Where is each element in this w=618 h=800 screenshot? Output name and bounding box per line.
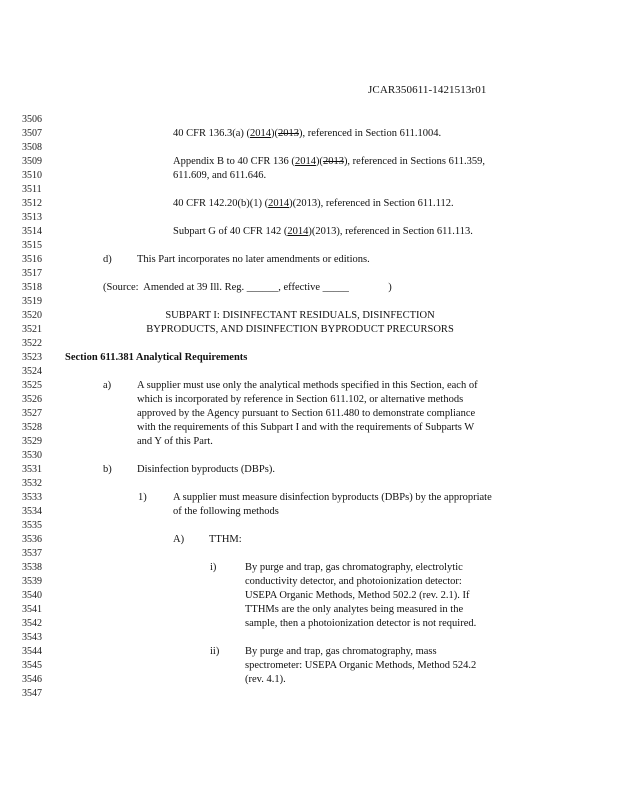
- para-ii-line: spectrometer: USEPA Organic Methods, Method 524.2: [245, 660, 477, 671]
- line-number: 3547: [22, 688, 42, 699]
- para-ii-line: By purge and trap, gas chromatography, mass: [245, 646, 437, 657]
- para-i-line: USEPA Organic Methods, Method 502.2 (rev. 2.1). If: [245, 590, 470, 601]
- reference-subpart-g-142: Subpart G of 40 CFR 142 (2014)(2013), referenced in Section 611.113.: [173, 226, 473, 237]
- para-a-line: A supplier must use only the analytical methods specified in this Section, each of: [137, 380, 478, 391]
- para-i-label: i): [210, 562, 217, 573]
- para-b1-label: 1): [138, 492, 147, 503]
- subpart-title-line1: SUBPART I: DISINFECTANT RESIDUALS, DISINFECTION: [165, 310, 435, 321]
- line-number: 3516: [22, 254, 42, 265]
- para-b-label: b): [103, 464, 112, 475]
- line-number: 3525: [22, 380, 42, 391]
- para-A-text: TTHM:: [209, 534, 242, 545]
- line-number: 3524: [22, 366, 42, 377]
- line-number: 3512: [22, 198, 42, 209]
- line-number: 3522: [22, 338, 42, 349]
- line-number: 3544: [22, 646, 42, 657]
- document-id-header: JCAR350611-1421513r01: [368, 84, 487, 96]
- line-number: 3511: [22, 184, 42, 195]
- para-i-line: By purge and trap, gas chromatography, electrolytic: [245, 562, 463, 573]
- line-number: 3515: [22, 240, 42, 251]
- item-d-text: This Part incorporates no later amendments or editions.: [137, 254, 370, 265]
- para-ii-line: (rev. 4.1).: [245, 674, 286, 685]
- para-a-line: which is incorporated by reference in Section 611.102, or alternative methods: [137, 394, 464, 405]
- line-number: 3514: [22, 226, 42, 237]
- item-d-label: d): [103, 254, 112, 265]
- line-number: 3508: [22, 142, 42, 153]
- line-number: 3507: [22, 128, 42, 139]
- reference-appendix-b-136-cont: 611.609, and 611.646.: [173, 170, 267, 181]
- para-ii-label: ii): [210, 646, 220, 657]
- line-number: 3537: [22, 548, 42, 559]
- line-number: 3541: [22, 604, 42, 615]
- line-number: 3527: [22, 408, 42, 419]
- subpart-title-line2: BYPRODUCTS, AND DISINFECTION BYPRODUCT PRECURSORS: [146, 324, 454, 335]
- line-number: 3523: [22, 352, 42, 363]
- para-b-text: Disinfection byproducts (DBPs).: [137, 464, 275, 475]
- line-number: 3543: [22, 632, 42, 643]
- line-number: 3517: [22, 268, 42, 279]
- line-number: 3533: [22, 492, 42, 503]
- para-i-line: sample, then a photoionization detector is not required.: [245, 618, 477, 629]
- line-number: 3532: [22, 478, 42, 489]
- para-A-label: A): [173, 534, 185, 545]
- line-number: 3536: [22, 534, 42, 545]
- para-b1-line: A supplier must measure disinfection byproducts (DBPs) by the appropriate: [173, 492, 492, 503]
- line-number: 3528: [22, 422, 42, 433]
- line-number: 3510: [22, 170, 42, 181]
- line-number: 3531: [22, 464, 42, 475]
- line-number: 3540: [22, 590, 42, 601]
- line-number: 3529: [22, 436, 42, 447]
- line-number: 3521: [22, 324, 42, 335]
- reference-136-3a: 40 CFR 136.3(a) (2014)(2013), referenced in Section 611.1004.: [173, 128, 442, 139]
- para-a-line: approved by the Agency pursuant to Section 611.480 to demonstrate compliance: [137, 408, 476, 419]
- para-i-line: conductivity detector, and photoionization detector:: [245, 576, 462, 587]
- line-number: 3518: [22, 282, 42, 293]
- line-number: 3535: [22, 520, 42, 531]
- line-number: 3519: [22, 296, 42, 307]
- line-number: 3513: [22, 212, 42, 223]
- line-number: 3526: [22, 394, 42, 405]
- para-a-line: and Y of this Part.: [137, 436, 213, 447]
- line-number: 3545: [22, 660, 42, 671]
- source-note: (Source: Amended at 39 Ill. Reg. ______, effective _____ ): [103, 282, 392, 293]
- para-i-line: TTHMs are the only analytes being measured in the: [245, 604, 464, 615]
- line-number: 3542: [22, 618, 42, 629]
- line-number: 3520: [22, 310, 42, 321]
- line-number: 3506: [22, 114, 42, 125]
- line-number: 3509: [22, 156, 42, 167]
- para-a-label: a): [103, 380, 112, 391]
- reference-appendix-b-136: Appendix B to 40 CFR 136 (2014)(2013), referenced in Sections 611.359,: [173, 156, 485, 167]
- reference-142-20b1: 40 CFR 142.20(b)(1) (2014)(2013), referenced in Section 611.112.: [173, 198, 454, 209]
- line-number: 3534: [22, 506, 42, 517]
- para-b1-line: of the following methods: [173, 506, 279, 517]
- section-heading: Section 611.381 Analytical Requirements: [65, 352, 248, 363]
- line-number: 3538: [22, 562, 42, 573]
- line-number: 3530: [22, 450, 42, 461]
- line-number: 3546: [22, 674, 42, 685]
- line-number: 3539: [22, 576, 42, 587]
- para-a-line: with the requirements of this Subpart I and with the requirements of Subparts W: [137, 422, 475, 433]
